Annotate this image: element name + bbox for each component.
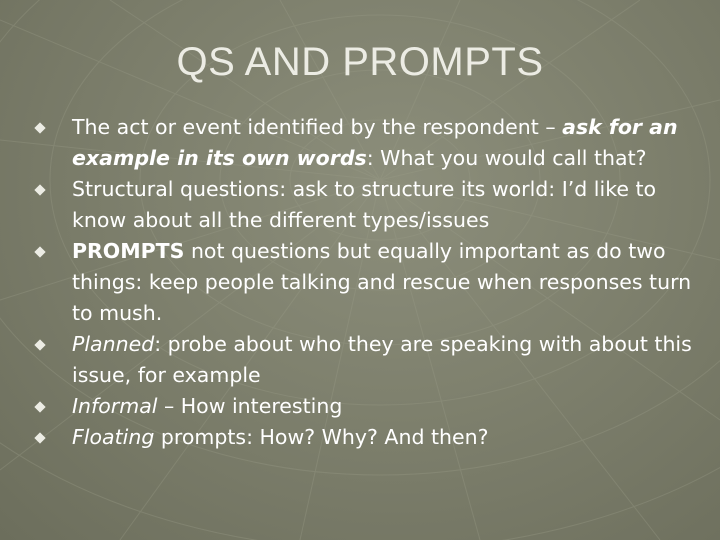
bullet-text: : What you would call that? [366, 146, 647, 170]
bullet-text-emphasis: Planned [72, 332, 155, 356]
bullet-text: – How interesting [157, 394, 343, 418]
bullet-text-emphasis: Informal [72, 394, 158, 418]
bullet-item [36, 174, 696, 236]
diamond-bullet-icon [34, 401, 45, 412]
bullet-text-emphasis: ask for an example in its own words [72, 115, 678, 170]
diamond-bullet-icon [34, 432, 45, 443]
bullet-text-emphasis: PROMPTS [72, 239, 185, 263]
bullet-text: not questions but equally important as do two things: keep people talking and rescue when responses turn to mush. [72, 239, 692, 325]
diamond-bullet-icon [34, 122, 45, 133]
slide-title: QS AND PROMPTS [176, 40, 544, 84]
bullet-item [36, 329, 696, 391]
diamond-bullet-icon [34, 339, 45, 350]
bullet-list [36, 112, 696, 453]
bullet-item [36, 112, 696, 174]
bullet-item [36, 236, 696, 329]
bullet-text: The act or event identified by the respondent – [72, 115, 563, 139]
bullet-text-emphasis: Floating [72, 425, 155, 449]
bullet-text: prompts: How? Why? And then? [154, 425, 489, 449]
bullet-text: : probe about who they are speaking with about this issue, for example [72, 332, 692, 387]
bullet-text: Structural questions: ask to structure its world: I’d like to know about all the different types/issues [72, 177, 657, 232]
bullet-item [36, 422, 696, 453]
diamond-bullet-icon [34, 246, 45, 257]
bullet-item [36, 391, 696, 422]
diamond-bullet-icon [34, 184, 45, 195]
